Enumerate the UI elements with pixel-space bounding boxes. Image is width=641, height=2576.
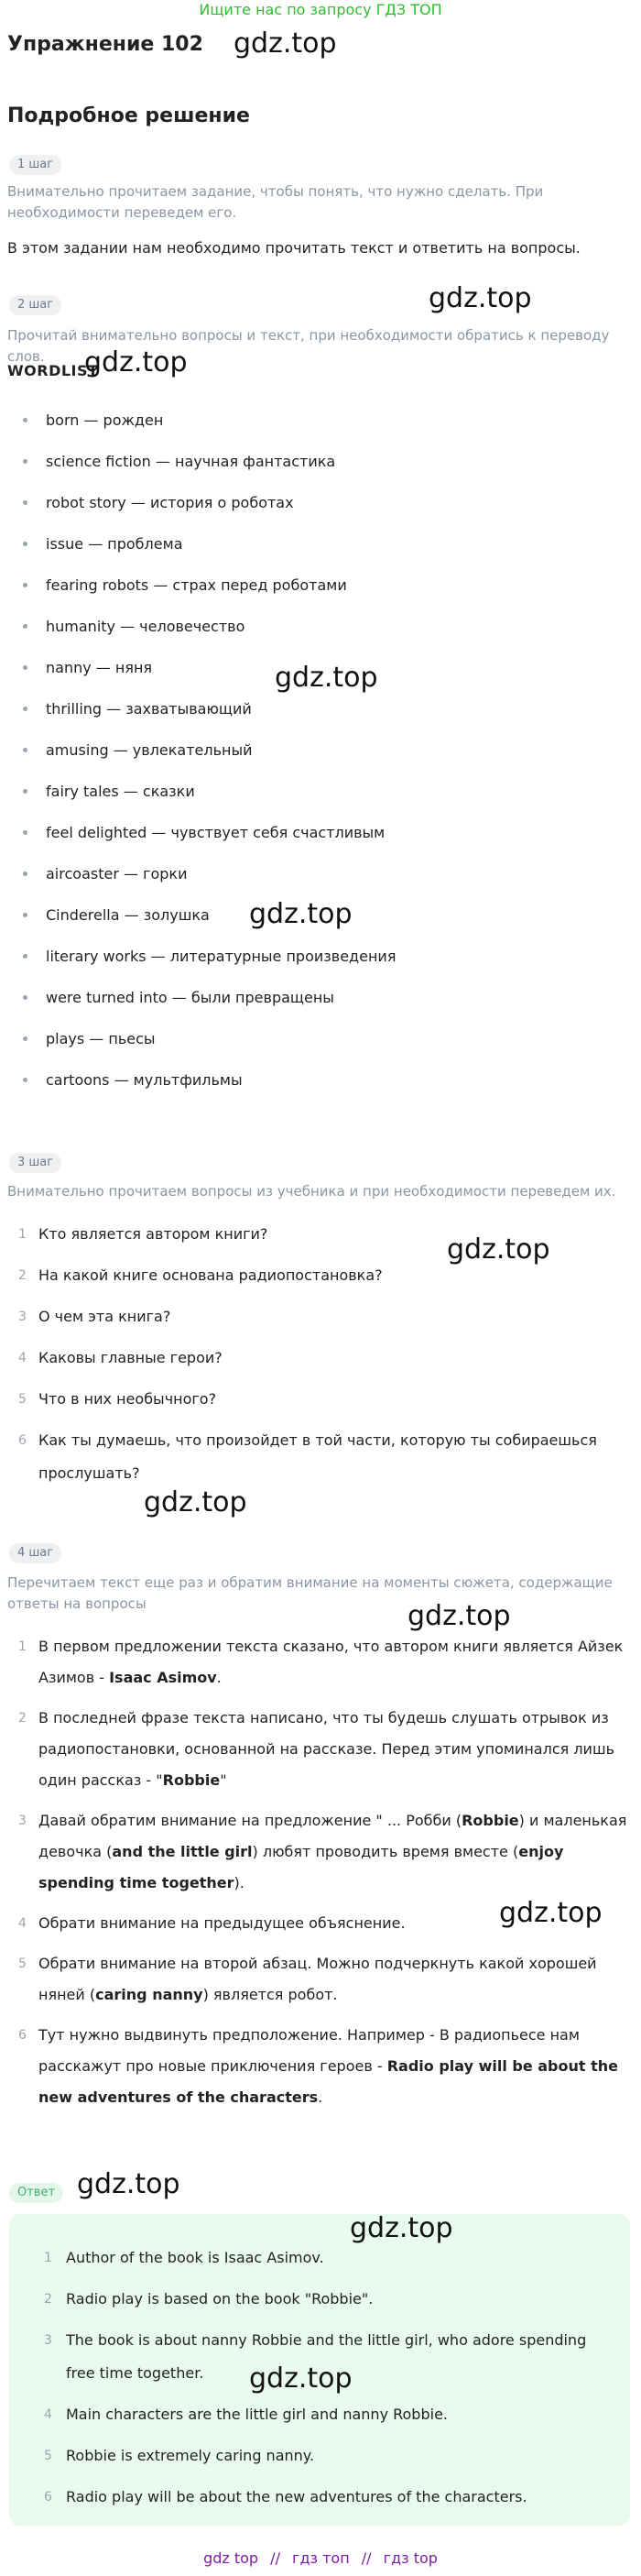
- section-heading: Подробное решение: [7, 104, 250, 127]
- bullet-icon: [23, 830, 27, 835]
- list-item: [0, 1300, 641, 1342]
- question-text: На какой книге основана радиопостановка?: [38, 1266, 383, 1284]
- item-text: .: [216, 1669, 222, 1686]
- word-entry: robot story — история о роботах: [46, 494, 294, 511]
- list-item: [0, 1424, 641, 1490]
- item-text: ) является робот.: [202, 1986, 338, 2003]
- key-phrase: enjoy spending time together: [38, 1843, 564, 1891]
- footer-link[interactable]: gdz top: [203, 2549, 259, 2567]
- word-entry: nanny — няня: [46, 659, 153, 676]
- watermark: gdz.top: [350, 2212, 453, 2244]
- step-badge: 3 шаг: [9, 1153, 61, 1173]
- question-text: Каковы главные герои?: [38, 1349, 223, 1366]
- item-number: 3: [44, 2333, 52, 2348]
- step-instruction: Прочитай внимательно вопросы и текст, при необходимости обратись к переводу слов.: [7, 327, 610, 365]
- item-text: Обрати внимание на второй абзац. Можно подчеркнуть какой хорошей няней (: [38, 1955, 597, 2003]
- item-text: Тут нужно выдвинуть предположение. Например - В радиопьесе нам расскажут про новые приключения героев -: [38, 2026, 580, 2075]
- question-text: Что в них необычного?: [38, 1390, 217, 1408]
- step-badge: 1 шаг: [9, 155, 61, 175]
- footer-link[interactable]: гдз top: [383, 2549, 438, 2567]
- answer-text: Radio play will be about the new adventures of the characters.: [66, 2488, 527, 2505]
- step-badge: 2 шаг: [9, 295, 61, 315]
- key-phrase: caring nanny: [95, 1986, 203, 2003]
- list-item: [0, 606, 641, 647]
- item-number: 2: [44, 2292, 52, 2307]
- question-text: О чем эта книга?: [38, 1308, 171, 1325]
- item-number: 1: [18, 1639, 27, 1654]
- key-phrase: Radio play will be about the new adventures of the characters: [38, 2057, 618, 2106]
- list-item: [0, 812, 641, 853]
- list-item: [0, 2283, 641, 2316]
- item-number: 5: [18, 1392, 27, 1407]
- step-badge: 4 шаг: [9, 1543, 61, 1563]
- item-number: 6: [18, 2028, 27, 2043]
- list-item: [0, 1059, 641, 1101]
- bullet-icon: [23, 459, 27, 464]
- step-instruction: Внимательно прочитаем вопросы из учебника и при необходимости переведем их.: [7, 1183, 616, 1200]
- word-entry: issue — проблема: [46, 535, 183, 553]
- watermark: gdz.top: [84, 346, 188, 378]
- item-number: 1: [18, 1227, 27, 1242]
- bullet-icon: [23, 748, 27, 752]
- word-entry: Cinderella — золушка: [46, 906, 210, 924]
- answer-text: Robbie is extremely caring nanny.: [66, 2447, 315, 2464]
- item-text: ).: [234, 1874, 244, 1891]
- answer-text: The book is about nanny Robbie and the little girl, who adore spending free time together.: [66, 2331, 587, 2382]
- item-number: 1: [44, 2251, 52, 2265]
- analysis-list: [0, 1631, 641, 2122]
- bullet-icon: [23, 1036, 27, 1041]
- item-number: 4: [18, 1351, 27, 1365]
- list-item: [0, 1805, 641, 1899]
- bullet-icon: [23, 665, 27, 670]
- top-banner: Ищите нас по запросу ГДЗ ТОП: [199, 1, 442, 18]
- watermark: gdz.top: [429, 282, 532, 314]
- word-entry: amusing — увлекательный: [46, 741, 253, 759]
- item-number: 2: [18, 1268, 27, 1283]
- item-text: Давай обратим внимание на предложение " ... Робби (: [38, 1812, 462, 1829]
- answer-text: Radio play is based on the book "Robbie".: [66, 2290, 374, 2307]
- word-entry: feel delighted — чувствует себя счастливым: [46, 824, 386, 841]
- item-number: 6: [44, 2490, 52, 2505]
- bullet-icon: [23, 913, 27, 917]
- list-item: [0, 1018, 641, 1059]
- item-number: 3: [18, 1310, 27, 1324]
- list-item: [0, 2398, 641, 2431]
- list-item: [0, 729, 641, 771]
- watermark: gdz.top: [234, 27, 337, 60]
- watermark: gdz.top: [407, 1600, 511, 1632]
- bullet-icon: [23, 418, 27, 422]
- bullet-icon: [23, 583, 27, 587]
- list-item: [0, 482, 641, 523]
- list-item: [0, 1703, 641, 1796]
- word-entry: literary works — литературные произведения: [46, 948, 397, 965]
- list-item: [0, 2439, 641, 2472]
- watermark: gdz.top: [77, 2168, 180, 2200]
- list-item: [0, 977, 641, 1018]
- step-instruction: Внимательно прочитаем задание, чтобы понять, что нужно сделать. При необходимости переведем его.: [7, 183, 544, 221]
- bullet-icon: [23, 707, 27, 711]
- bullet-icon: [23, 500, 27, 505]
- list-item: [0, 688, 641, 729]
- answer-text: Main characters are the little girl and nanny Robbie.: [66, 2406, 448, 2423]
- word-entry: thrilling — захватывающий: [46, 700, 252, 718]
- list-item: [0, 565, 641, 606]
- bullet-icon: [23, 624, 27, 629]
- word-entry: fearing robots — страх перед роботами: [46, 576, 347, 594]
- watermark: gdz.top: [249, 2362, 353, 2395]
- list-item: [0, 1342, 641, 1383]
- footer-links: [0, 2549, 641, 2567]
- list-item: [0, 400, 641, 441]
- footer-separator: //: [361, 2549, 372, 2567]
- word-entry: science fiction — научная фантастика: [46, 453, 336, 470]
- item-number: 4: [18, 1916, 27, 1931]
- watermark: gdz.top: [499, 1897, 603, 1929]
- item-text: ": [220, 1771, 227, 1789]
- word-list: [0, 400, 641, 1101]
- word-entry: aircoaster — горки: [46, 865, 188, 882]
- word-entry: were turned into — были превращены: [46, 989, 334, 1006]
- page-title: Упражнение 102: [7, 33, 203, 56]
- item-number: 2: [18, 1711, 27, 1726]
- item-text: В последней фразе текста написано, что ты будешь слушать отрывок из радиопостановки, основанной на рассказе. Перед этим упоминался лишь один рассказ - ": [38, 1709, 615, 1789]
- item-number: 5: [44, 2449, 52, 2463]
- key-phrase: and the little girl: [112, 1843, 253, 1860]
- item-number: 3: [18, 1814, 27, 1828]
- key-phrase: Robbie: [162, 1771, 221, 1789]
- bullet-icon: [23, 954, 27, 959]
- wordlist-label: WORDLIST: [7, 362, 99, 379]
- bullet-icon: [23, 1078, 27, 1082]
- list-item: [0, 1631, 641, 1694]
- list-item: [0, 771, 641, 812]
- item-number: 4: [44, 2407, 52, 2422]
- list-item: [0, 936, 641, 977]
- step-text: В этом задании нам необходимо прочитать текст и ответить на вопросы.: [7, 239, 581, 257]
- list-item: [0, 2020, 641, 2113]
- item-number: 5: [18, 1957, 27, 1971]
- bullet-icon: [23, 995, 27, 1000]
- item-text: ) и маленькая девочка (: [38, 1812, 627, 1860]
- bullet-icon: [23, 789, 27, 794]
- question-text: Как ты думаешь, что произойдет в той части, которую ты собираешься прослушать?: [38, 1431, 597, 1482]
- answer-badge: Ответ: [9, 2183, 63, 2203]
- step-instruction: Перечитаем текст еще раз и обратим внимание на моменты сюжета, содержащие ответы на вопросы: [7, 1574, 613, 1612]
- word-entry: plays — пьесы: [46, 1030, 156, 1047]
- bullet-icon: [23, 871, 27, 876]
- word-entry: born — рожден: [46, 411, 164, 429]
- question-text: Кто является автором книги?: [38, 1225, 268, 1243]
- item-text: Обрати внимание на предыдущее объяснение.: [38, 1914, 406, 1932]
- watermark: gdz.top: [275, 662, 378, 694]
- list-item: [0, 1383, 641, 1424]
- watermark: gdz.top: [249, 898, 353, 930]
- watermark: gdz.top: [447, 1233, 550, 1266]
- footer-link[interactable]: гдз топ: [292, 2549, 350, 2567]
- list-item: [0, 441, 641, 482]
- key-phrase: Isaac Asimov: [109, 1669, 217, 1686]
- list-item: [0, 853, 641, 894]
- list-item: [0, 523, 641, 565]
- word-entry: cartoons — мультфильмы: [46, 1071, 243, 1089]
- list-item: [0, 1948, 641, 2011]
- word-entry: fairy tales — сказки: [46, 783, 195, 800]
- answer-text: Author of the book is Isaac Asimov.: [66, 2249, 324, 2266]
- watermark: gdz.top: [144, 1486, 247, 1518]
- list-item: [0, 2242, 641, 2275]
- key-phrase: Robbie: [462, 1812, 519, 1829]
- list-item: [0, 2481, 641, 2514]
- footer-separator: //: [270, 2549, 280, 2567]
- item-text: .: [318, 2088, 323, 2106]
- item-text: В первом предложении текста сказано, что автором книги является Айзек Азимов -: [38, 1638, 624, 1686]
- item-number: 6: [18, 1433, 27, 1448]
- item-text: ) любят проводить время вместе (: [252, 1843, 519, 1860]
- word-entry: humanity — человечество: [46, 618, 245, 635]
- bullet-icon: [23, 542, 27, 546]
